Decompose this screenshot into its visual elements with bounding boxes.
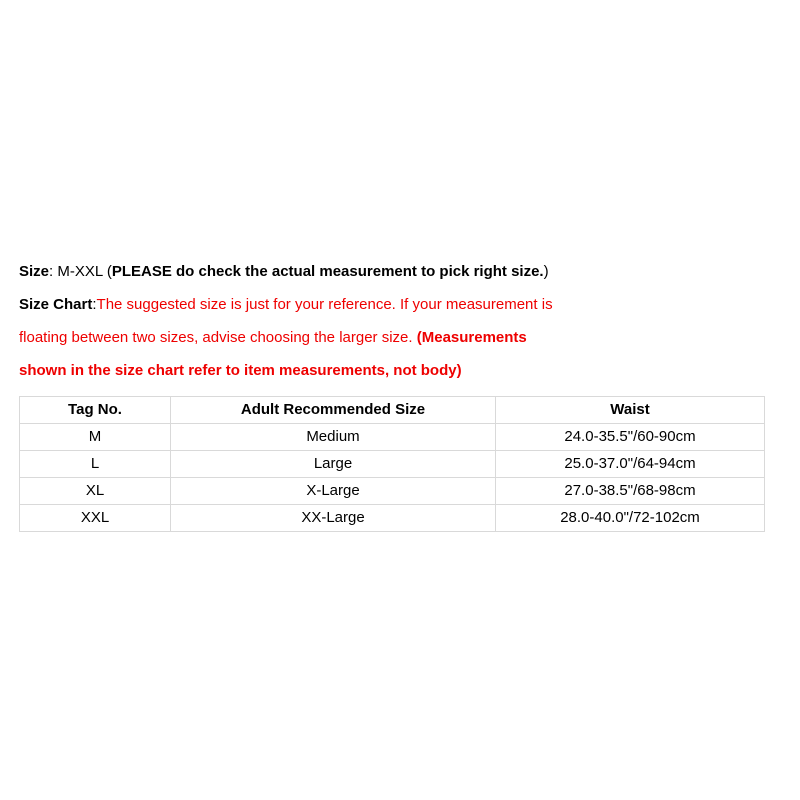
waist-cell: 27.0-38.5"/68-98cm: [496, 478, 765, 505]
tag-cell: M: [20, 424, 171, 451]
size-close: ): [543, 263, 549, 280]
size-chart-colon: :: [92, 296, 97, 313]
table-row: [20, 505, 765, 532]
size-chart-text-2: floating between two sizes, advise choosing the larger size.: [19, 329, 417, 346]
tag-cell: XL: [20, 478, 171, 505]
size-cell: Medium: [171, 424, 496, 451]
size-range: M-XXL (: [57, 263, 112, 280]
size-chart-text-1: The suggested size is just for your reference. If your measurement is: [96, 296, 553, 313]
size-notice: PLEASE do check the actual measurement to pick right size.: [111, 263, 544, 280]
header-tag-no: Tag No.: [20, 397, 171, 424]
size-cell: XX-Large: [171, 505, 496, 532]
size-cell: Large: [171, 451, 496, 478]
measurement-note-1: (Measurements: [416, 329, 527, 346]
measurement-note-2: shown in the size chart refer to item measurements, not body): [19, 362, 462, 379]
tag-cell: XXL: [20, 505, 171, 532]
table-row: [20, 478, 765, 505]
waist-cell: 24.0-35.5"/60-90cm: [496, 424, 765, 451]
size-chart-label: Size Chart: [19, 296, 93, 313]
table-header-row: [20, 397, 765, 424]
size-chart-line: [19, 295, 553, 315]
table-row: [20, 451, 765, 478]
size-table: [19, 396, 765, 532]
tag-cell: L: [20, 451, 171, 478]
size-label: Size: [19, 263, 50, 280]
table-row: [20, 424, 765, 451]
size-line: [19, 262, 549, 282]
size-cell: X-Large: [171, 478, 496, 505]
size-chart-line-2: [19, 328, 527, 348]
size-colon: :: [49, 263, 58, 280]
header-adult-size: Adult Recommended Size: [171, 397, 496, 424]
waist-cell: 25.0-37.0"/64-94cm: [496, 451, 765, 478]
measurement-note-line: [19, 361, 462, 381]
waist-cell: 28.0-40.0"/72-102cm: [496, 505, 765, 532]
header-waist: Waist: [496, 397, 765, 424]
